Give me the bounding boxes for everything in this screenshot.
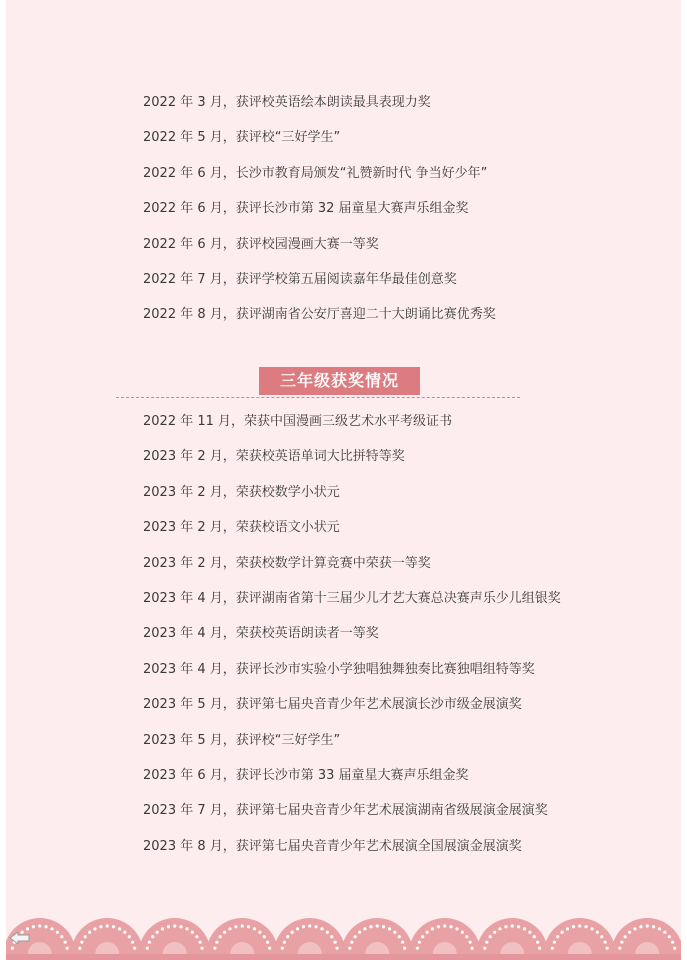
grade3-section-title: 三年级获奖情况 <box>259 367 420 395</box>
award-item: 2023 年 7 月，获评第七届央音青少年艺术展演湖南省级展演金展演奖 <box>143 803 548 819</box>
grade2-award-list <box>143 85 496 333</box>
award-item: 2022 年 6 月，长沙市教育局颁发“礼赞新时代 争当好少年” <box>143 165 488 181</box>
award-item: 2023 年 6 月，获评长沙市第 33 届童星大赛声乐组金奖 <box>143 767 469 783</box>
scalloped-footer-border <box>6 912 681 960</box>
award-item: 2022 年 6 月，获评长沙市第 32 届童星大赛声乐组金奖 <box>143 201 469 217</box>
award-item: 2023 年 2 月，荣获校数学计算竞赛中荣获一等奖 <box>143 555 431 571</box>
award-item: 2023 年 4 月，获评湖南省第十三届少儿才艺大赛总决赛声乐少儿组银奖 <box>143 590 561 606</box>
award-item: 2023 年 5 月，获评第七届央音青少年艺术展演长沙市级金展演奖 <box>143 697 522 713</box>
award-item: 2022 年 11 月，荣获中国漫画三级艺术水平考级证书 <box>143 414 453 429</box>
award-item: 2022 年 7 月，获评学校第五届阅读嘉年华最佳创意奖 <box>143 271 457 287</box>
document-page <box>6 0 681 960</box>
award-item: 2022 年 6 月，获评校园漫画大赛一等奖 <box>143 236 379 252</box>
award-item: 2023 年 8 月，获评第七届央音青少年艺术展演全国展演金展演奖 <box>143 838 522 854</box>
award-item: 2023 年 2 月，荣获校数学小状元 <box>143 484 340 500</box>
award-item: 2022 年 5 月，获评校“三好学生” <box>143 130 341 146</box>
award-item: 2023 年 5 月，获评校“三好学生” <box>143 732 341 748</box>
award-item: 2022 年 8 月，获评湖南省公安厅喜迎二十大朗诵比赛优秀奖 <box>143 307 496 323</box>
back-arrow-icon[interactable] <box>8 930 32 946</box>
grade3-award-list <box>143 404 561 864</box>
award-item: 2023 年 2 月，荣获校语文小状元 <box>143 520 340 536</box>
award-item: 2023 年 4 月，荣获校英语朗读者一等奖 <box>143 626 379 642</box>
award-item: 2022 年 3 月，获评校英语绘本朗读最具表现力奖 <box>143 95 431 110</box>
award-item: 2023 年 4 月，获评长沙市实验小学独唱独舞独奏比赛独唱组特等奖 <box>143 661 535 677</box>
section-divider <box>116 397 520 398</box>
award-item: 2023 年 2 月，荣获校英语单词大比拼特等奖 <box>143 449 405 465</box>
